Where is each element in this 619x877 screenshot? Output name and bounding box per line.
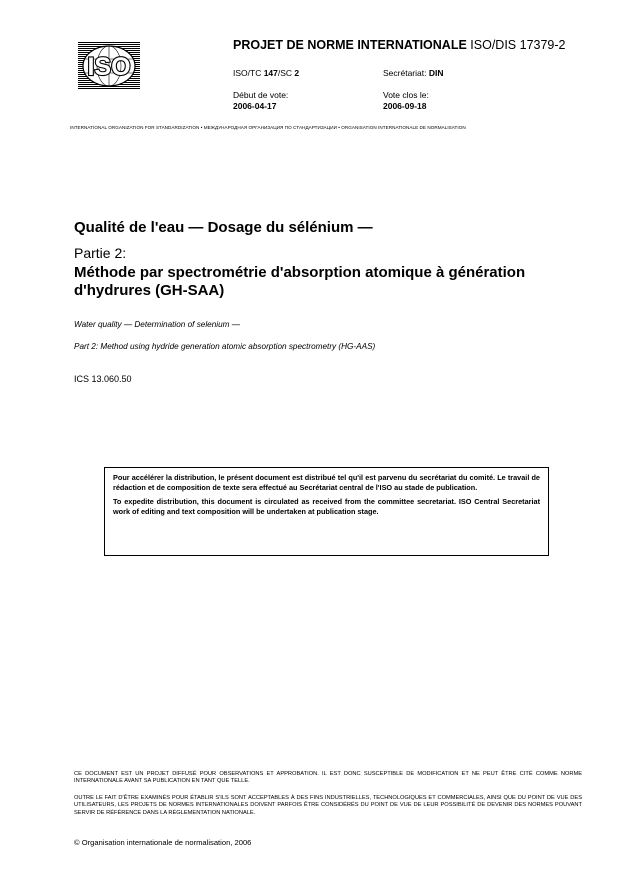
- secretariat: Secrétariat: DIN: [383, 68, 444, 78]
- copyright: © Organisation internationale de normalisation, 2006: [74, 838, 252, 847]
- english-part-title: Part 2: Method using hydride generation atomic absorption spectrometry (HG-AAS): [74, 342, 376, 351]
- english-title: Water quality — Determination of selenium —: [74, 320, 240, 329]
- iso-logo-icon: [78, 42, 140, 90]
- vote-end: [383, 90, 429, 112]
- part-label: Partie 2:: [74, 245, 127, 261]
- notice-english: To expedite distribution, this document is circulated as received from the committee secretariat. ISO Central Secretariat work of editing and text composition will be undertaken at publication stage.: [113, 497, 540, 516]
- vote-start-label: Début de vote:: [233, 90, 289, 100]
- part-title: Méthode par spectrométrie d'absorption atomique à génération d'hydrures (GH-SAA): [74, 264, 526, 299]
- vote-end-value: 2006-09-18: [383, 101, 427, 111]
- vote-start: [233, 90, 288, 112]
- vote-end-label: Vote clos le:: [383, 90, 429, 100]
- disclaimer-paragraph-1: CE DOCUMENT EST UN PROJET DIFFUSÉ POUR OBSERVATIONS ET APPROBATION. IL EST DONC SUSCEPTIBLE DE MODIFICATION ET NE PEUT ÊTRE CITÉ COMME NORME INTERNATIONALE AVANT SA PUBLICATION EN TANT QUE TELLE.: [74, 771, 582, 785]
- distribution-notice-box: [104, 467, 549, 556]
- document-type-line: [233, 38, 566, 52]
- document-title: Qualité de l'eau — Dosage du sélénium —: [74, 219, 373, 236]
- committee: ISO/TC 147/SC 2: [233, 68, 300, 78]
- document-type: PROJET DE NORME INTERNATIONALE: [233, 38, 467, 52]
- ics-code: ICS 13.060.50: [74, 374, 132, 384]
- disclaimer-paragraph-2: OUTRE LE FAIT D'ÊTRE EXAMINÉS POUR ÉTABLIR S'ILS SONT ACCEPTABLES À DES FINS INDUSTRIELLES, TECHNOLOGIQUES ET COMMERCIALES, AINSI QUE DU POINT DE VUE DES UTILISATEURS, LES PROJETS DE NORMES INTERNATIONALES DOIVENT PARFOIS ÊTRE CONSIDÉRÉS DU POINT DE VUE DE LEUR POSSIBILITÉ DE DEVENIR DES NORMES POUVANT SERVIR DE RÉFÉRENCE DANS LA RÉGLEMENTATION NATIONALE.: [74, 795, 582, 816]
- notice-french: Pour accélérer la distribution, le présent document est distribué tel qu'il est parvenu du secrétariat du comité. Le travail de rédaction et de composition de texte sera effectué au Secrétariat central de l'ISO au stade de publication.: [113, 473, 540, 492]
- document-number: ISO/DIS 17379-2: [470, 38, 566, 52]
- vote-start-value: 2006-04-17: [233, 101, 277, 111]
- organization-line: INTERNATIONAL ORGANIZATION FOR STANDARDIZATION • МЕЖДУНАРОДНАЯ ОРГАНИЗАЦИЯ ПО СТАНДАРТИЗАЦИИ • ORGANISATION INTERNATIONALE DE NORMALISATION: [70, 125, 466, 130]
- svg-text:ISO: ISO: [87, 53, 131, 81]
